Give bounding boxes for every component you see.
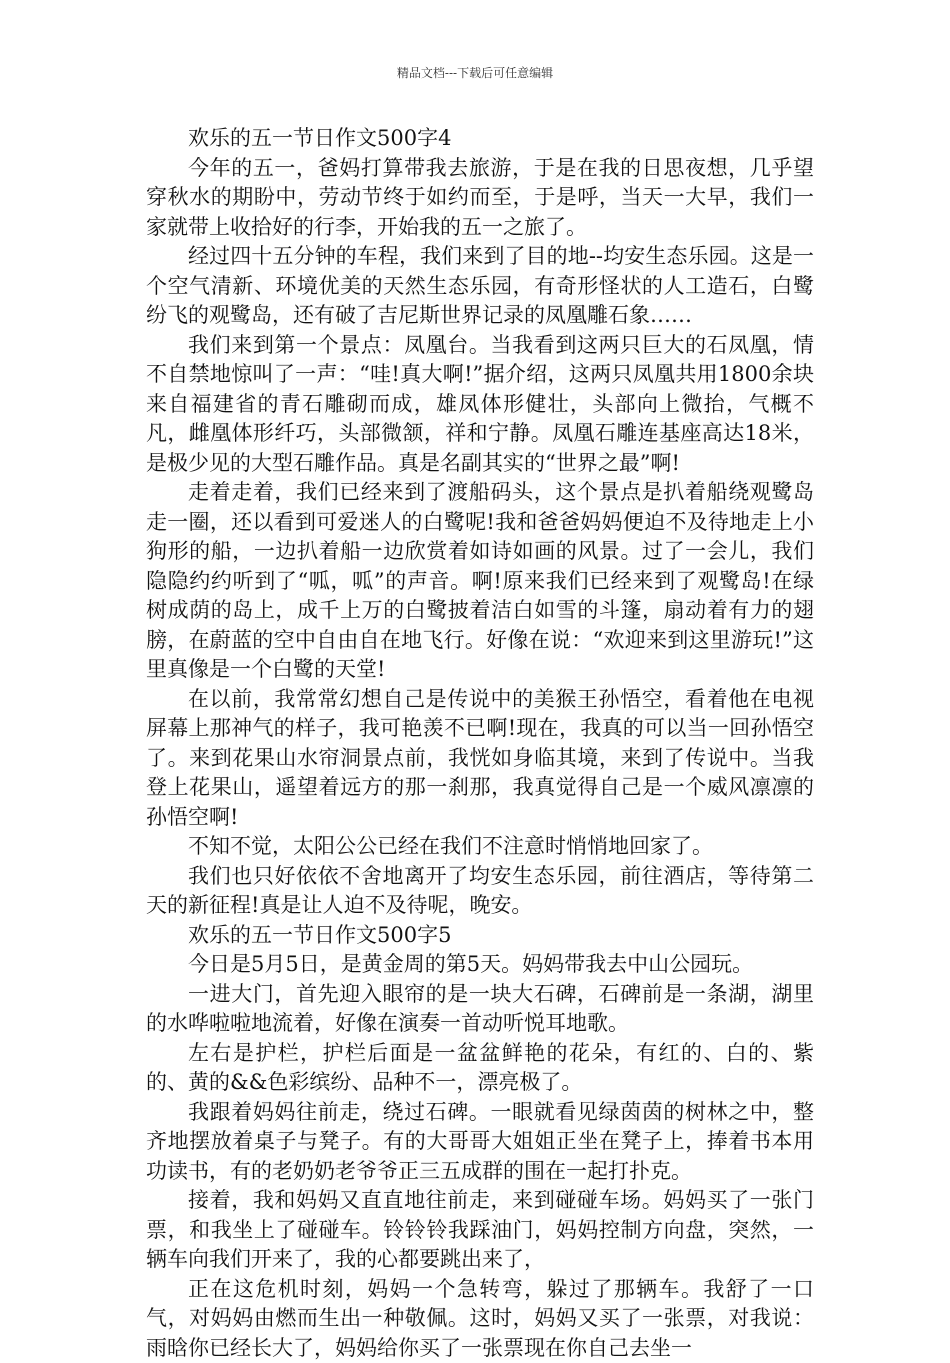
paragraph: 正在这危机时刻，妈妈一个急转弯，躲过了那辆车。我舒了一口气，对妈妈由燃而生出一种敬佩。这时，妈妈又买了一张票，对我说：雨晗你已经长大了，妈妈给你买了一张票现在你自己去坐一 [146, 1275, 814, 1363]
paragraph: 走着走着，我们已经来到了渡船码头，这个景点是扒着船绕观鹭岛走一圈，还以看到可爱迷人的白鹭呢!我和爸爸妈妈便迫不及待地走上小狗形的船，一边扒着船一边欣赏着如诗如画的风景。过了一会儿，我们隐隐约约听到了“呱，呱”的声音。啊!原来我们已经来到了观鹭岛!在绿树成荫的岛上，成千上万的白鹭披着洁白如雪的斗篷，扇动着有力的翅膀，在蔚蓝的空中自由自在地飞行。好像在说：“欢迎来到这里游玩!”这里真像是一个白鹭的天堂! [146, 478, 814, 685]
paragraph: 今日是5月5日，是黄金周的第5天。妈妈带我去中山公园玩。 [146, 950, 814, 980]
paragraph: 我们来到第一个景点：凤凰台。当我看到这两只巨大的石凤凰，情不自禁地惊叫了一声：“哇!真大啊!”据介绍，这两只凤凰共用1800余块来自福建省的青石雕砌而成，雄凤体形健壮，头部向上微抬，气概不凡，雌凰体形纤巧，头部微颔，祥和宁静。凤凰石雕连基座高达18米，是极少见的大型石雕作品。真是名副其实的“世界之最”啊! [146, 331, 814, 479]
paragraph: 不知不觉，太阳公公已经在我们不注意时悄悄地回家了。 [146, 832, 814, 862]
document-body [146, 124, 814, 1363]
page-header: 精品文档---下载后可任意编辑 [0, 64, 950, 81]
essay-title-4: 欢乐的五一节日作文500字4 [146, 124, 814, 154]
paragraph: 我们也只好依依不舍地离开了均安生态乐园，前往酒店，等待第二天的新征程!真是让人迫不及待呢，晚安。 [146, 862, 814, 921]
paragraph: 我跟着妈妈往前走，绕过石碑。一眼就看见绿茵茵的树林之中，整齐地摆放着桌子与凳子。有的大哥哥大姐姐正坐在凳子上，捧着书本用功读书，有的老奶奶老爷爷正三五成群的围在一起打扑克。 [146, 1098, 814, 1187]
essay-title-5: 欢乐的五一节日作文500字5 [146, 921, 814, 951]
paragraph: 一进大门，首先迎入眼帘的是一块大石碑，石碑前是一条湖，湖里的水哗啦啦地流着，好像在演奏一首动听悦耳地歌。 [146, 980, 814, 1039]
paragraph: 在以前，我常常幻想自己是传说中的美猴王孙悟空，看着他在电视屏幕上那神气的样子，我可艳羡不已啊!现在，我真的可以当一回孙悟空了。来到花果山水帘洞景点前，我恍如身临其境，来到了传说中。当我登上花果山，遥望着远方的那一刹那，我真觉得自己是一个威风凛凛的孙悟空啊! [146, 685, 814, 833]
paragraph: 今年的五一，爸妈打算带我去旅游，于是在我的日思夜想，几乎望穿秋水的期盼中，劳动节终于如约而至，于是呼，当天一大早，我们一家就带上收拾好的行李，开始我的五一之旅了。 [146, 154, 814, 243]
paragraph: 接着，我和妈妈又直直地往前走，来到碰碰车场。妈妈买了一张门票，和我坐上了碰碰车。铃铃铃我踩油门，妈妈控制方向盘，突然，一辆车向我们开来了，我的心都要跳出来了， [146, 1186, 814, 1275]
paragraph: 经过四十五分钟的车程，我们来到了目的地--均安生态乐园。这是一个空气清新、环境优美的天然生态乐园，有奇形怪状的人工造石，白鹭纷飞的观鹭岛，还有破了吉尼斯世界记录的凤凰雕石象…… [146, 242, 814, 331]
paragraph: 左右是护栏，护栏后面是一盆盆鲜艳的花朵，有红的、白的、紫的、黄的&&色彩缤纷、品种不一，漂亮极了。 [146, 1039, 814, 1098]
